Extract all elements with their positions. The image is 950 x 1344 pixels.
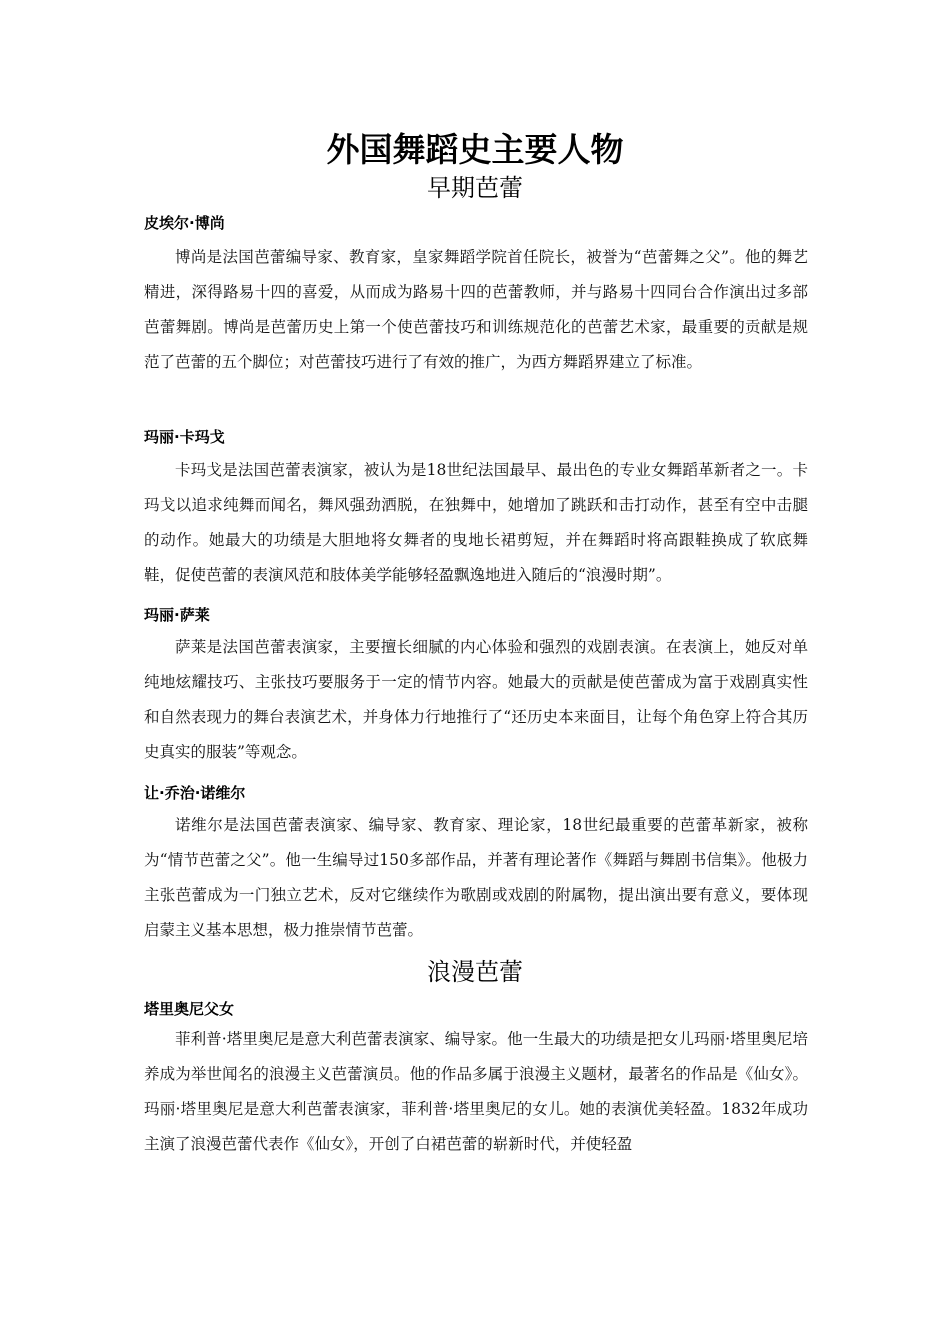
person-paragraph-noverre: 诺维尔是法国芭蕾表演家、编导家、教育家、理论家，18世纪最重要的芭蕾革新家，被称为“情节芭蕾之父”。他一生编导过150多部作品，并著有理论著作《舞蹈与舞剧书信集》。他极力主张芭蕾成为一门独立艺术，反对它继续作为歌剧或戏剧的附属物，提出演出要有意义，要体现启蒙主义基本思想，极力推崇情节芭蕾。 [144, 816, 808, 939]
person-name-taglioni: 塔里奥尼父女 [144, 1000, 235, 1018]
person-name-beauchamp: 皮埃尔·博尚 [144, 214, 225, 232]
person-name-noverre: 让·乔治·诺维尔 [144, 784, 246, 802]
section-title-early-ballet: 早期芭蕾 [427, 174, 523, 202]
person-name-salle: 玛丽·萨莱 [144, 606, 210, 624]
person-name-camargo: 玛丽·卡玛戈 [144, 428, 225, 446]
document-title: 外国舞蹈史主要人物 [326, 130, 624, 169]
section-title-romantic-ballet: 浪漫芭蕾 [427, 958, 523, 986]
person-paragraph-salle: 萨莱是法国芭蕾表演家，主要擅长细腻的内心体验和强烈的戏剧表演。在表演上，她反对单纯地炫耀技巧、主张技巧要服务于一定的情节内容。她最大的贡献是使芭蕾成为富于戏剧真实性和自然表现力的舞台表演艺术，并身体力行地推行了“还历史本来面目，让每个角色穿上符合其历史真实的服装”等观念。 [144, 638, 808, 761]
person-paragraph-beauchamp: 博尚是法国芭蕾编导家、教育家，皇家舞蹈学院首任院长，被誉为“芭蕾舞之父”。他的舞艺精进，深得路易十四的喜爱，从而成为路易十四的芭蕾教师，并与路易十四同台合作演出过多部芭蕾舞剧。博尚是芭蕾历史上第一个使芭蕾技巧和训练规范化的芭蕾艺术家，最重要的贡献是规范了芭蕾的五个脚位；对芭蕾技巧进行了有效的推广，为西方舞蹈界建立了标准。 [144, 248, 808, 371]
person-paragraph-taglioni: 菲利普·塔里奥尼是意大利芭蕾表演家、编导家。他一生最大的功绩是把女儿玛丽·塔里奥尼培养成为举世闻名的浪漫主义芭蕾演员。他的作品多属于浪漫主义题材，最著名的作品是《仙女》。玛丽·塔里奥尼是意大利芭蕾表演家，菲利普·塔里奥尼的女儿。她的表演优美轻盈。1832年成功主演了浪漫芭蕾代表作《仙女》，开创了白裙芭蕾的崭新时代，并使轻盈 [144, 1030, 808, 1153]
person-paragraph-camargo: 卡玛戈是法国芭蕾表演家，被认为是18世纪法国最早、最出色的专业女舞蹈革新者之一。卡玛戈以追求纯舞而闻名，舞风强劲洒脱，在独舞中，她增加了跳跃和击打动作，甚至有空中击腿的动作。她最大的功绩是大胆地将女舞者的曳地长裙剪短，并在舞蹈时将高跟鞋换成了软底舞鞋，促使芭蕾的表演风范和肢体美学能够轻盈飘逸地进入随后的“浪漫时期”。 [144, 461, 808, 584]
